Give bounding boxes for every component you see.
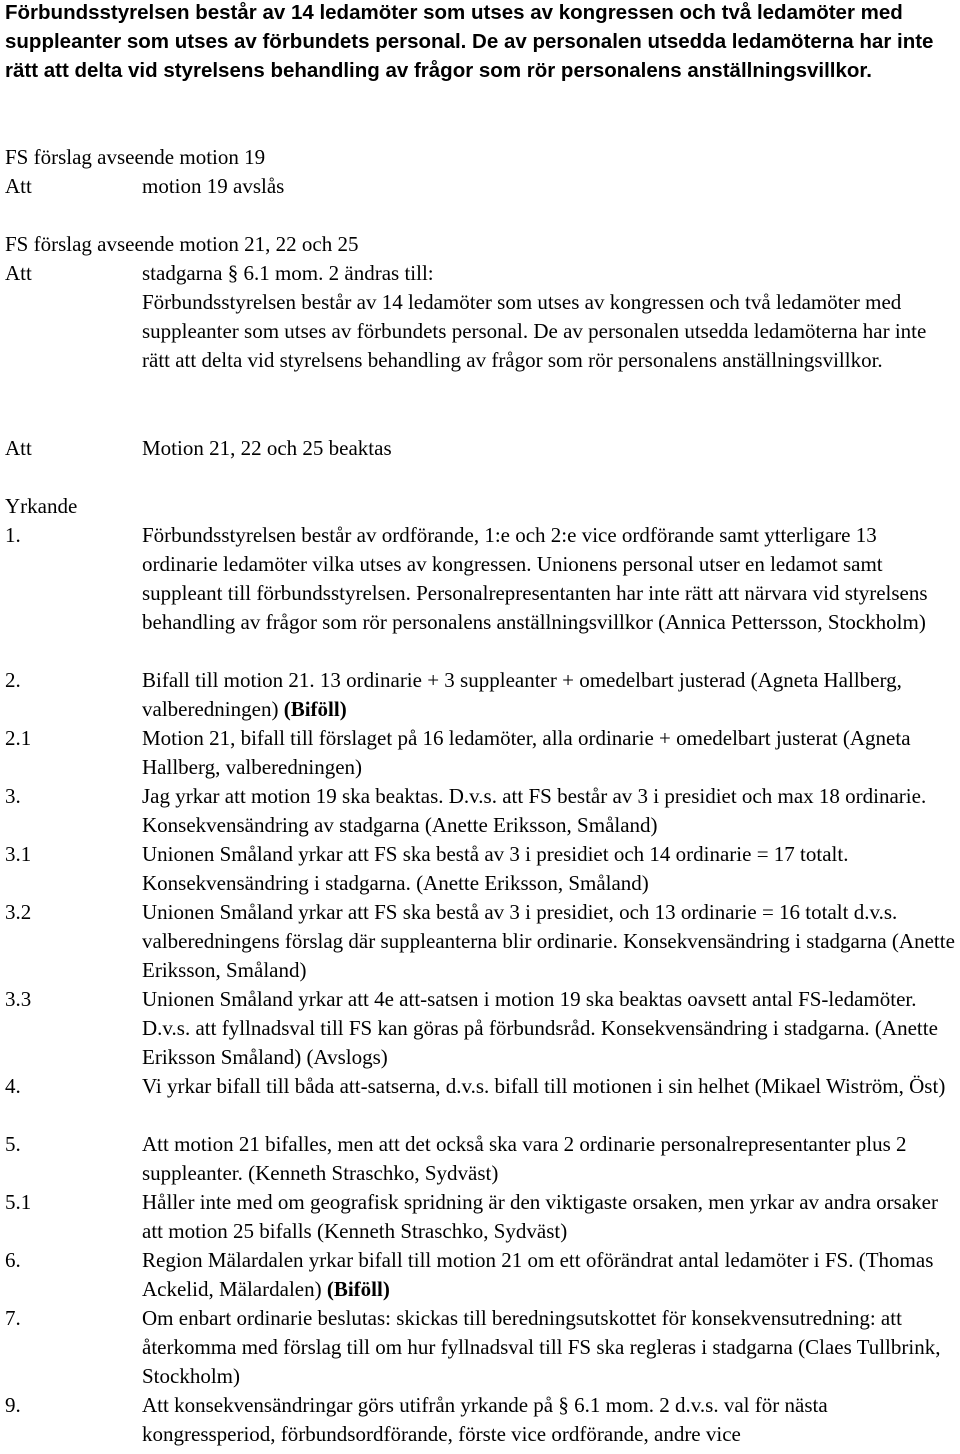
item-number: 3.2 (5, 900, 32, 924)
item-text: Om enbart ordinarie beslutas: skickas till beredningsutskottet för konsekvensutredning: att återkomma med förslag till om hur fyllnadsval till FS ska regleras i stadgarna (Claes Tullbrink, Stockholm) (142, 1306, 941, 1388)
att-text-block (142, 259, 957, 375)
intro-paragraph: Förbundsstyrelsen består av 14 ledamöter som utses av kongressen och två ledamöter med suppleanter som utses av förbundets personal. De av personalen utsedda ledamöterna har inte rätt att delta vid styrelsens behandling av frågor som rör personalens anställningsvillkor. (5, 1, 934, 82)
item-text: Att motion 21 bifalles, men att det också ska vara 2 ordinarie personalrepresentanter plus 2 suppleanter. (Kenneth Straschko, Sydväst) (142, 1132, 907, 1185)
statute-quote: Förbundsstyrelsen består av 14 ledamöter som utses av kongressen och två ledamöter med suppleanter som utses av förbundets personal. De av personalen utsedda ledamöterna har inte rätt att delta vid styrelsens behandling av frågor som rör personalens anställningsvillkor. (142, 290, 927, 372)
item-text: Håller inte med om geografisk spridning är den viktigaste orsaken, men yrkar av andra orsaker att motion 25 bifalls (Kenneth Straschko, Sydväst) (142, 1190, 938, 1243)
item-text: Jag yrkar att motion 19 ska beaktas. D.v.s. att FS består av 3 i presidiet och max 18 ordinarie. Konsekvensändring av stadgarna (Anette Eriksson, Småland) (142, 784, 927, 837)
item-number: 3.3 (5, 987, 32, 1011)
item-number: 4. (5, 1074, 21, 1098)
item-number: 3.1 (5, 842, 32, 866)
att-label: Att (5, 436, 32, 460)
item-text: Motion 21, bifall till förslaget på 16 ledamöter, alla ordinarie + omedelbart justerat (Agneta Hallberg, valberedningen) (142, 726, 911, 779)
item-text: Unionen Småland yrkar att FS ska bestå av 3 i presidiet och 14 ordinarie = 17 totalt. Konsekvensändring i stadgarna. (Anette Eriksson, Småland) (142, 842, 849, 895)
att-text: motion 19 avslås (142, 174, 285, 198)
item-number: 6. (5, 1248, 21, 1272)
item-text: Region Mälardalen yrkar bifall till motion 21 om ett oförändrat antal ledamöter i FS. (Thomas Ackelid, Mälardalen) (142, 1248, 934, 1301)
att-text: Motion 21, 22 och 25 beaktas (142, 436, 392, 460)
att-text: stadgarna § 6.1 mom. 2 ändras till: (142, 261, 434, 285)
item-number: 2.1 (5, 726, 32, 750)
item-text: Unionen Småland yrkar att 4e att-satsen i motion 19 ska beaktas oavsett antal FS-ledamöter. D.v.s. att fyllnadsval till FS kan göras på förbundsråd. Konsekvensändring i stadgarna. (Anette Eriksson Småland) (Avslogs) (142, 987, 938, 1069)
item-number: 7. (5, 1306, 21, 1330)
item-number: 1. (5, 523, 21, 547)
item-number: 2. (5, 668, 21, 692)
item-text: Bifall till motion 21. 13 ordinarie + 3 suppleanter + omedelbart justerad (Agneta Hallberg, valberedningen) (142, 668, 902, 721)
fs-proposal-19-heading: FS förslag avseende motion 19 (5, 145, 266, 169)
att-label: Att (5, 174, 32, 198)
item-number: 5.1 (5, 1190, 32, 1214)
item-text: Vi yrkar bifall till båda att-satserna, d.v.s. bifall till motionen i sin helhet (Mikael Wiström, Öst) (142, 1074, 946, 1098)
decision-badge: (Biföll) (326, 1277, 390, 1301)
fs-proposal-21-heading: FS förslag avseende motion 21, 22 och 25 (5, 232, 359, 256)
item-text: Unionen Småland yrkar att FS ska bestå av 3 i presidiet, och 13 ordinarie = 16 totalt d.v.s. valberedningens förslag där suppleanterna blir ordinarie. Konsekvensändring i stadgarna (Anette Eriksson, Småland) (142, 900, 955, 982)
item-text: Förbundsstyrelsen består av ordförande, 1:e och 2:e vice ordförande samt ytterligare 13 ordinarie ledamöter vilka utses av kongressen. Unionens personal utser en ledamot samt suppleant till förbundsstyrelsen. Personalrepresentanten har inte rätt att närvara vid styrelsens behandling av frågor som rör personalens anställningsvillkor (Annica Pettersson, Stockholm) (142, 523, 928, 634)
item-text: Att konsekvensändringar görs utifrån yrkande på § 6.1 mom. 2 d.v.s. val för nästa kongressperiod, förbundsordförande, förste vice ordförande, andre vice (142, 1393, 828, 1446)
yrkande-heading: Yrkande (5, 494, 78, 518)
item-number: 5. (5, 1132, 21, 1156)
item-number: 3. (5, 784, 21, 808)
att-label: Att (5, 261, 32, 285)
decision-badge: (Biföll) (283, 697, 347, 721)
item-number: 9. (5, 1393, 21, 1417)
